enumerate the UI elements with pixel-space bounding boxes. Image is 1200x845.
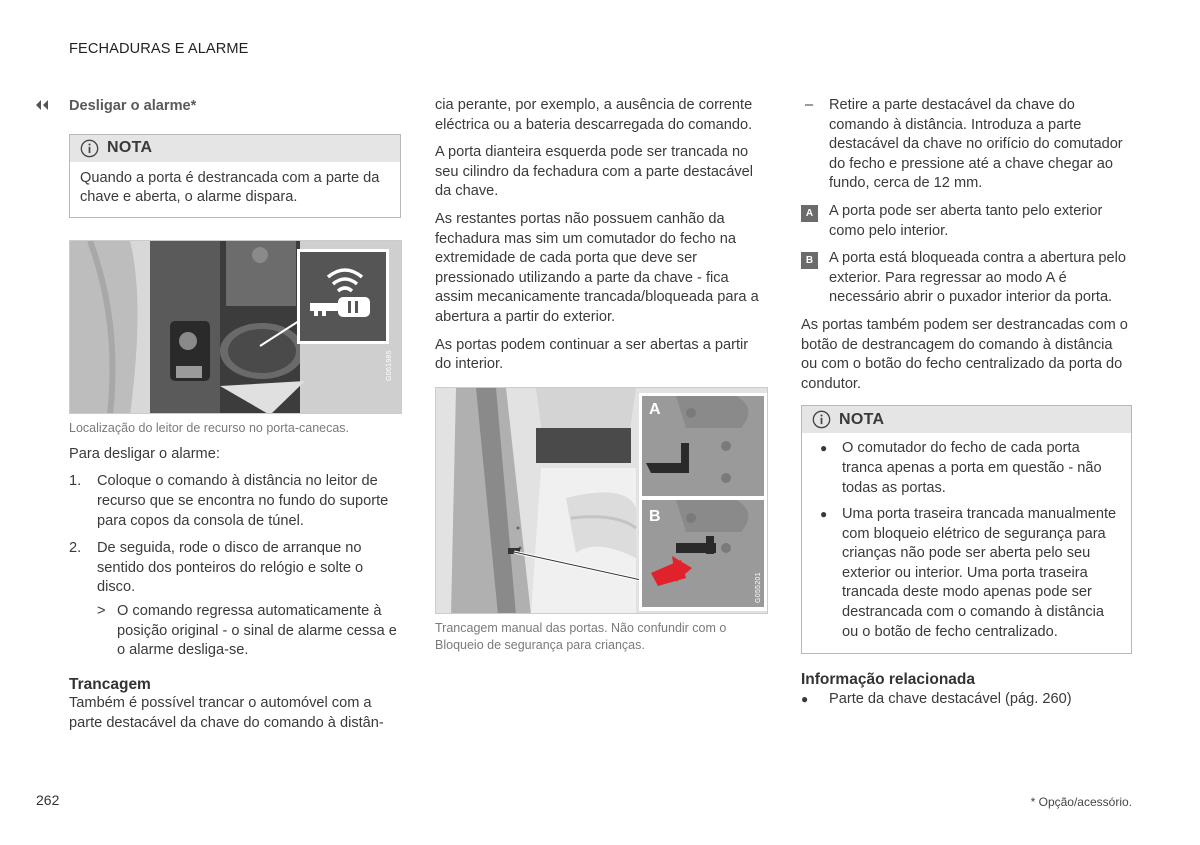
related-list	[801, 690, 1132, 710]
step-number: 1.	[69, 473, 82, 490]
related-heading: Informação relacionada	[801, 671, 976, 689]
paragraph: As portas também podem ser destrancadas com o botão de destrancagem do comando à distância ou com o botão do fecho centralizado da porta do condutor.	[801, 316, 1128, 392]
bullet: ●	[801, 691, 809, 706]
note-header	[802, 406, 1131, 433]
state-a-text: A porta pode ser aberta tanto pelo exterior como pelo interior.	[829, 202, 1103, 239]
page-header: FECHADURAS E ALARME	[69, 41, 249, 57]
badge-b: B	[801, 252, 818, 269]
paragraph: A porta dianteira esquerda pode ser trancada no seu cilindro da fechadura com a parte destacável da chave.	[435, 144, 754, 200]
note-title: NOTA	[107, 139, 153, 157]
intro-text: Para desligar o alarme:	[69, 445, 220, 462]
page-number: 262	[36, 792, 60, 808]
step-result	[97, 602, 401, 661]
image-caption: Localização do leitor de recurso no porta-canecas.	[69, 420, 350, 435]
bullet-text: O comutador do fecho de cada porta tranca apenas a porta em questão - não todas as portas.	[842, 440, 1102, 496]
section-title: Desligar o alarme*	[69, 98, 197, 114]
image-caption: Trancagem manual das portas. Não confundir com o Bloqueio de segurança para crianças.	[435, 620, 727, 652]
double-left-arrow-icon[interactable]	[35, 96, 49, 116]
state-b-item	[801, 249, 1132, 308]
step-text: Coloque o comando à distância no leitor de recurso que se encontra no fundo do suporte para copos da consola de túnel.	[97, 473, 389, 529]
list-item	[812, 505, 1121, 642]
label-a: A	[649, 400, 661, 418]
console-photo	[69, 240, 402, 414]
instruction-step	[801, 96, 1132, 194]
trancagem-heading: Trancagem	[69, 675, 151, 693]
bullet: ●	[820, 507, 828, 522]
note-text: Quando a porta é destrancada com a parte da chave e aberta, o alarme dispara.	[80, 169, 380, 206]
instruction-text: Retire a parte destacável da chave do comando à distância. Introduza a parte destacável da chave no orifício do comutador do fecho e pressione até a chave chegar ao fundo, cerca de 12 mm.	[829, 97, 1123, 192]
paragraph: As portas podem continuar a ser abertas a partir do interior.	[435, 336, 749, 373]
list-item	[812, 439, 1121, 498]
trancagem-text: Também é possível trancar o automóvel com a parte destacável da chave do comando à distân-	[69, 695, 384, 731]
list-item	[69, 539, 401, 661]
door-photo	[435, 387, 768, 614]
note-body	[802, 433, 1131, 653]
badge-a: A	[801, 205, 818, 222]
label-b: B	[649, 507, 661, 525]
note-bullets	[812, 439, 1121, 642]
list-item	[69, 472, 401, 531]
column-3	[801, 96, 1132, 716]
door-illustration	[436, 388, 768, 614]
dash-marker: –	[805, 97, 814, 113]
note-title: NOTA	[839, 411, 885, 429]
result-marker: >	[97, 602, 106, 619]
bullet: ●	[820, 441, 828, 456]
related-link-text[interactable]: Parte da chave destacável (pág. 260)	[829, 690, 1072, 707]
related-link[interactable]	[801, 690, 1132, 710]
step-number: 2.	[69, 540, 82, 557]
state-a-item	[801, 202, 1132, 241]
column-2	[435, 96, 767, 654]
note-header	[70, 135, 400, 162]
paragraph: cia perante, por exemplo, a ausência de corrente eléctrica ou a bateria descarregada do comando.	[435, 97, 753, 133]
paragraph: As restantes portas não possuem canhão da fechadura mas sim um comutador do fecho na extremidade de cada porta que deve ser pressionado utilizando a parte da chave - fica assim mecanicamente trancada/bloqueada para a abertura a partir do exterior.	[435, 210, 759, 325]
image-code: G061985	[386, 349, 393, 381]
note-box	[69, 134, 401, 218]
image-code: G055201	[755, 571, 762, 603]
step-text: De seguida, rode o disco de arranque no sentido dos ponteiros do relógio e solte o disco.	[97, 540, 364, 596]
column-1	[69, 97, 401, 734]
note-box	[801, 405, 1132, 654]
state-b-text: A porta está bloqueada contra a abertura pelo exterior. Para regressar ao modo A é necessário abrir o puxador interior da porta.	[829, 250, 1126, 306]
footnote: * Opção/acessório.	[1030, 795, 1132, 809]
console-illustration	[70, 241, 402, 414]
steps-list	[69, 472, 401, 660]
bullet-text: Uma porta traseira trancada manualmente com bloqueio elétrico de segurança para crianças não pode ser aberta pelo seu exterior ou interior. Uma porta traseira trancada deste modo apenas pode ser destrancada com o comando à distância ou o botão de fecho centralizado.	[842, 506, 1117, 640]
result-text: O comando regressa automaticamente à posição original - o sinal de alarme cessa e o alarme desliga-se.	[117, 602, 397, 659]
info-icon	[812, 410, 831, 429]
info-icon	[80, 139, 99, 158]
